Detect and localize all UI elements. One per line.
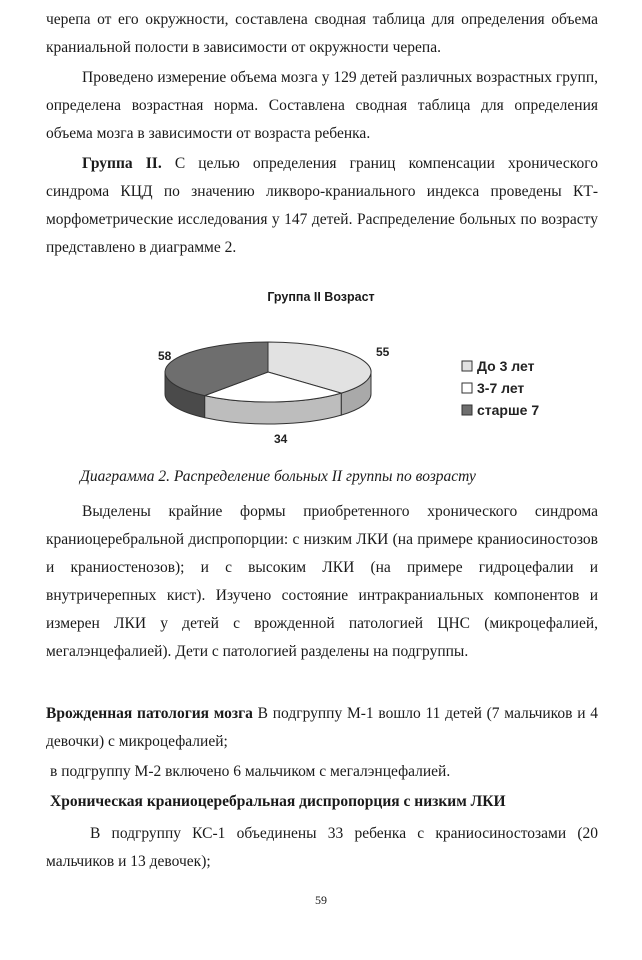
paragraph-ks1: В подгруппу КС-1 объединены 33 ребенка с краниосиностозами (20 мальчиков и 13 девочек); — [46, 825, 598, 870]
paragraph-m2: в подгруппу М-2 включено 6 мальчиком с мегалэнцефалией. — [50, 763, 451, 780]
congenital-text: В подгруппу М-1 вошло 11 детей (7 мальчиков и 4 девочки) с микроцефалией; — [46, 705, 599, 750]
section-heading-low-lki: Хроническая краниоцеребральная диспропорция с низким ЛКИ — [50, 793, 506, 810]
pie-data-label-0: 55 — [376, 345, 390, 359]
congenital-heading: Врожденная патология мозга — [46, 705, 253, 722]
legend-swatch-0 — [462, 361, 472, 371]
legend-label-2: старше 7 — [477, 402, 540, 418]
legend-swatch-1 — [462, 383, 472, 393]
group-2-text: С целью определения границ компенсации хронического синдрома КЦД по значению ликворо-краниального индекса проведены КТ-морфометрические исследования у 147 детей. Распределение больных по возрасту представлено в диаграмме 2. — [46, 155, 598, 256]
pie-data-label-2: 58 — [158, 349, 172, 363]
paragraph-continuation: черепа от его окружности, составлена сводная таблица для определения объема краниальной полости в зависимости от окружности черепа. — [46, 11, 598, 56]
pie-data-label-1: 34 — [274, 432, 288, 446]
group-2-label: Группа II. — [82, 155, 162, 172]
legend-swatch-2 — [462, 405, 472, 415]
figure-caption: Диаграмма 2. Распределение больных II группы по возрасту — [80, 468, 476, 485]
paragraph-group-2 — [46, 150, 598, 262]
legend-label-0: До 3 лет — [477, 358, 535, 374]
legend-label-1: 3-7 лет — [477, 380, 525, 396]
chart-title: Группа II Возраст — [267, 290, 375, 304]
page-number: 59 — [315, 893, 327, 907]
pie-chart — [100, 330, 570, 450]
paragraph-extreme-forms: Выделены крайние формы приобретенного хронического синдрома краниоцеребральной диспропорции: с низким ЛКИ (на примере краниосиностозов и краниостенозов); и с высоким ЛКИ (на примере гидроцефалии и внутричерепных кист). Изучено состояние интракраниальных компонентов и измерен ЛКИ у детей с врожденной патологией ЦНС (микроцефалией, мегалэнцефалией). Дети с патологией разделены на подгруппы. — [46, 503, 598, 660]
paragraph-congenital — [46, 700, 598, 756]
paragraph-brain-volume: Проведено измерение объема мозга у 129 детей различных возрастных групп, определена возрастная норма. Составлена сводная таблица для определения объема мозга в зависимости от возраста ребенка. — [46, 69, 598, 142]
